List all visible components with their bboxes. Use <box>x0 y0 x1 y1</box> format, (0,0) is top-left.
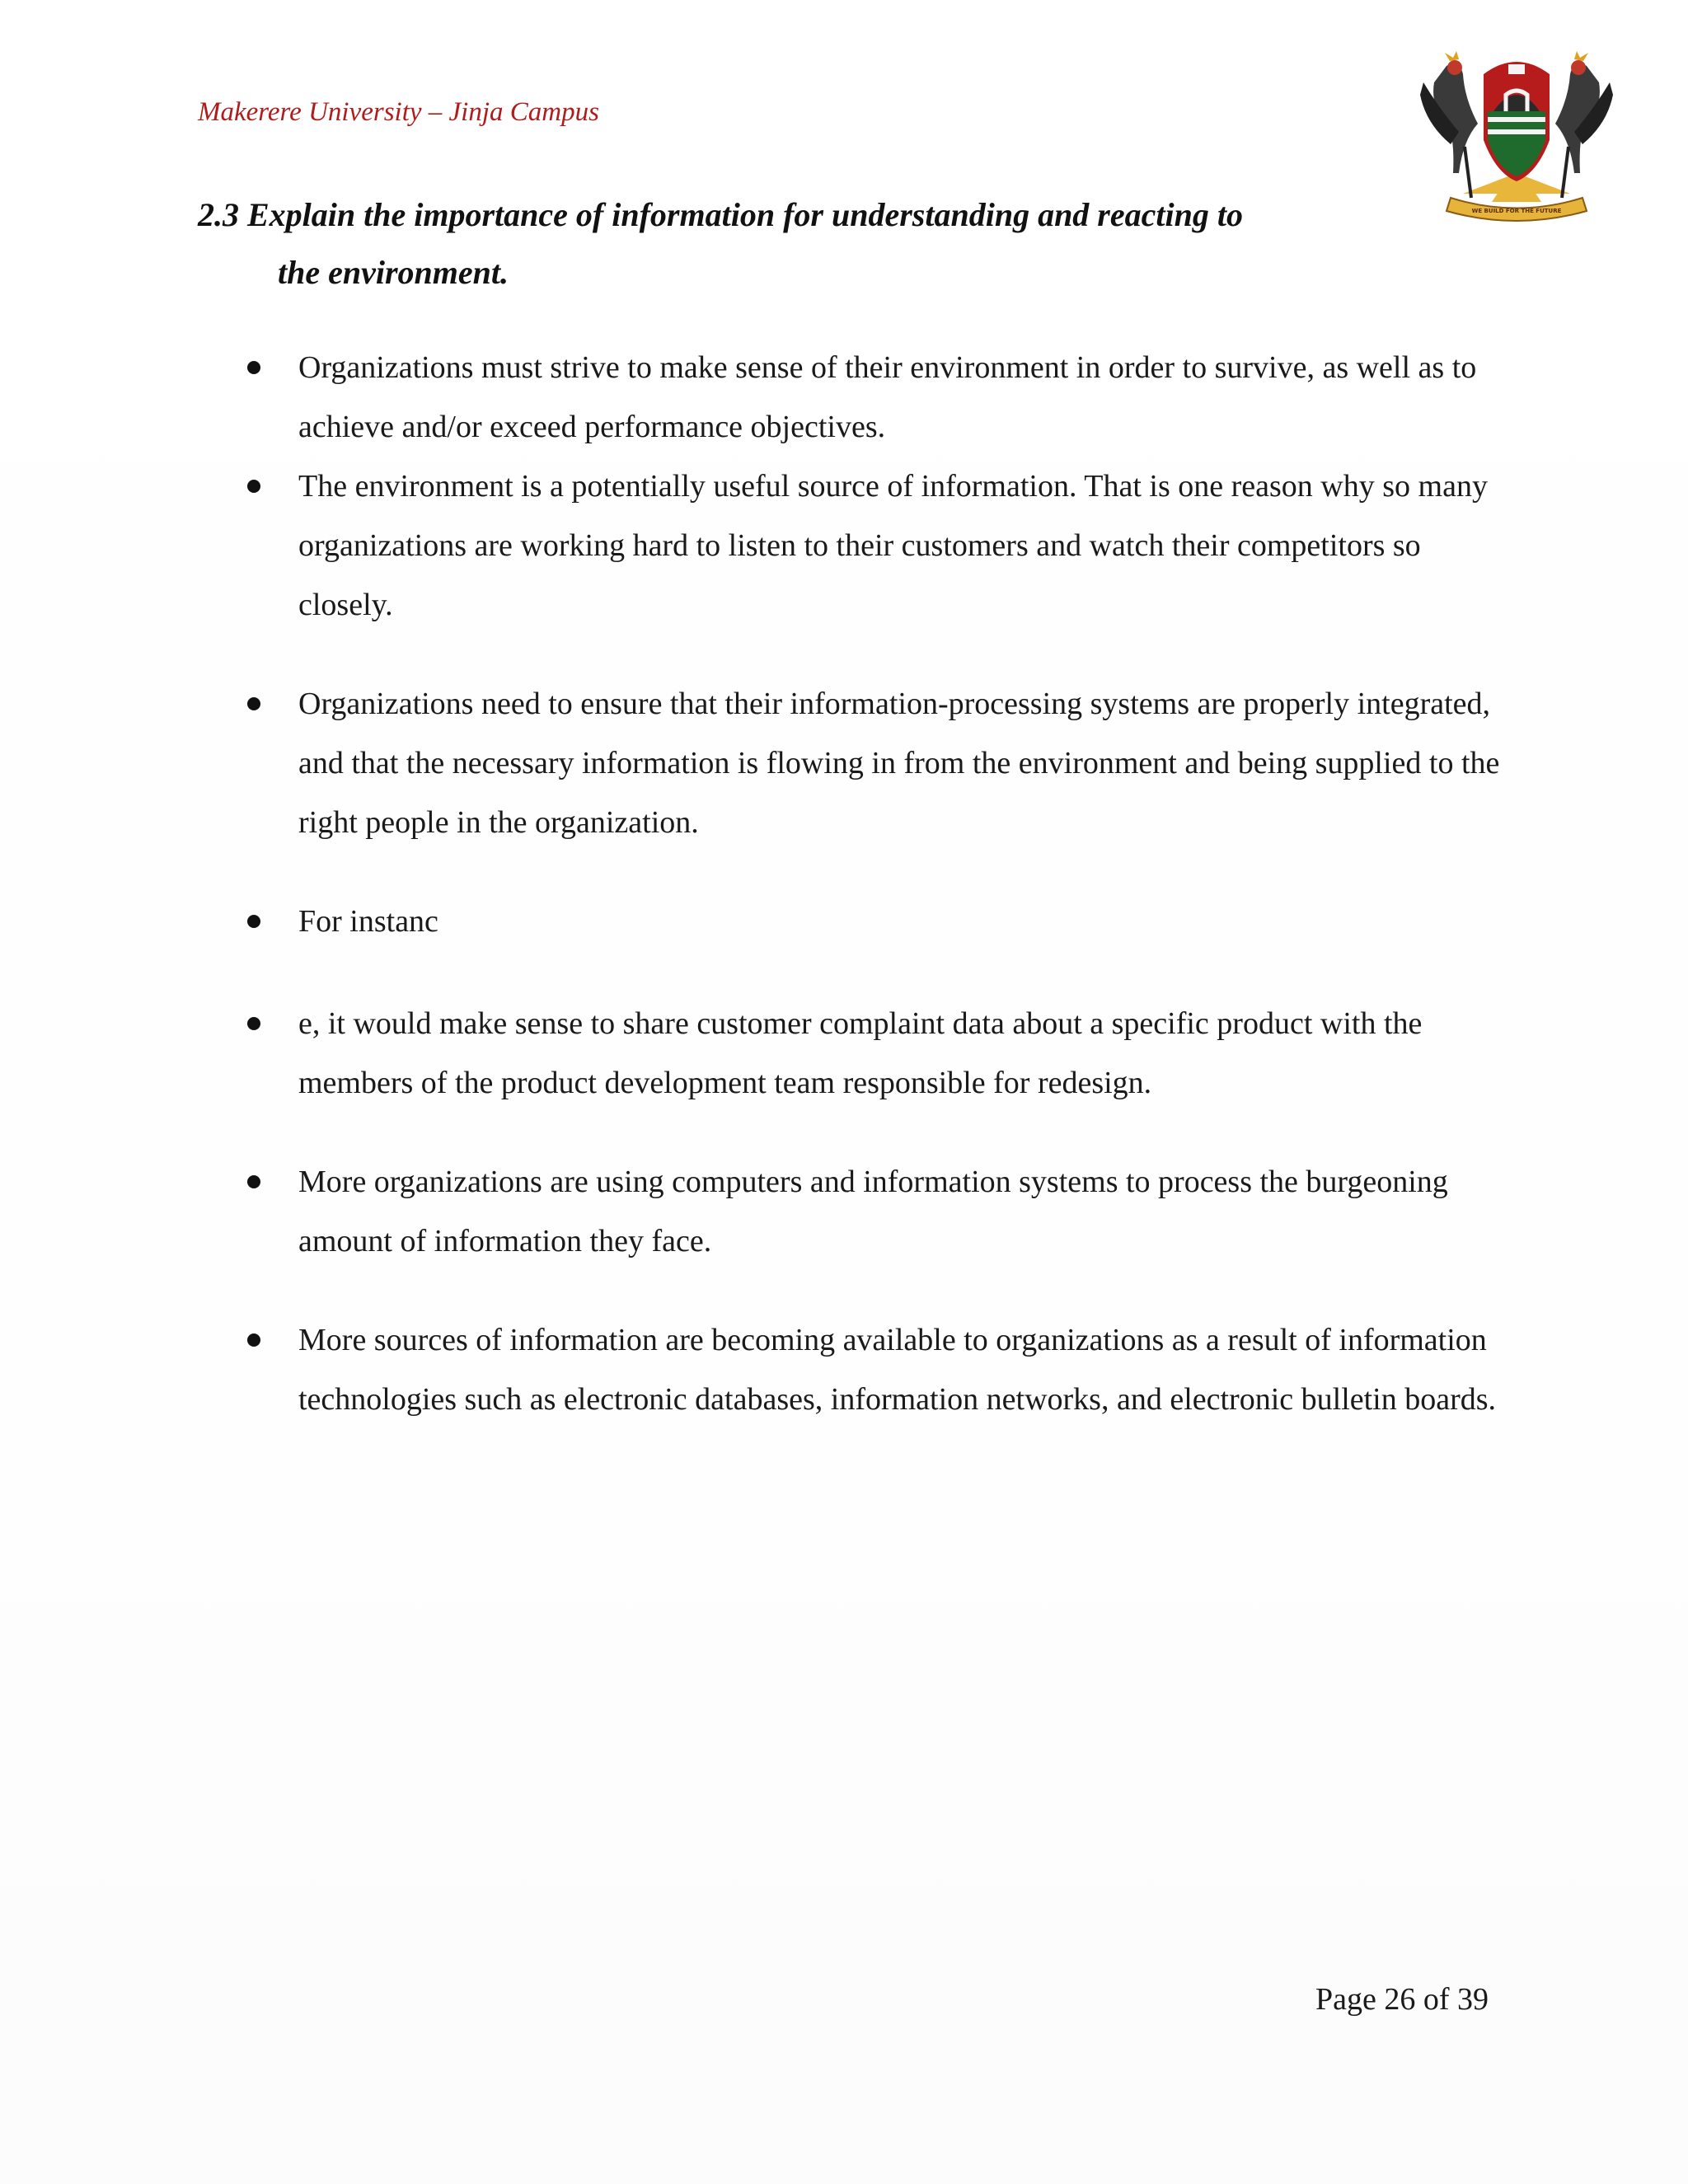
list-item <box>247 892 1500 951</box>
makerere-university-crest-icon <box>1414 49 1620 224</box>
list-item <box>247 457 1500 635</box>
right-crane-figure <box>1555 51 1613 198</box>
list-item-text: For instanc <box>298 904 438 939</box>
bullet-icon <box>247 697 260 710</box>
left-crane-figure <box>1420 51 1478 198</box>
list-item <box>247 994 1500 1113</box>
bullet-icon <box>247 915 260 928</box>
section-heading <box>198 186 1401 302</box>
list-item-text: The environment is a potentially useful source of information. That is one reason why so many organizations are working hard to listen to their customers and watch their competitors so closely. <box>298 469 1488 622</box>
bullet-icon <box>247 1017 260 1030</box>
bullet-icon <box>247 480 260 493</box>
list-item <box>247 338 1500 457</box>
section-heading-line2: the environment. <box>278 254 509 291</box>
list-item-text: e, it would make sense to share customer complaint data about a specific product with the members of the product development team responsible for redesign. <box>298 1006 1423 1100</box>
list-item-text: More organizations are using computers and information systems to process the burgeoning amount of information they face. <box>298 1165 1448 1258</box>
list-item-text: Organizations must strive to make sense of their environment in order to survive, as well as to achieve and/or exceed performance objectives. <box>298 350 1477 444</box>
bullet-list <box>247 338 1500 1429</box>
list-item <box>247 1310 1500 1429</box>
crest-motto-text: WE BUILD FOR THE FUTURE <box>1471 208 1562 214</box>
bullet-icon <box>247 1333 260 1347</box>
section-heading-line1: 2.3 Explain the importance of information for understanding and reacting to <box>198 196 1243 233</box>
list-item-text: More sources of information are becoming available to organizations as a result of information technologies such as electronic databases, information networks, and electronic bulletin boards. <box>298 1323 1497 1417</box>
running-header: Makerere University – Jinja Campus <box>198 97 599 127</box>
page-number: Page 26 of 39 <box>1315 1982 1489 2017</box>
bullet-icon <box>247 361 260 374</box>
list-item <box>247 1152 1500 1271</box>
list-item-text: Organizations need to ensure that their information-processing systems are properly integrated, and that the necessary information is flowing in from the environment and being supplied to the right people in the organization. <box>298 687 1500 840</box>
bullet-icon <box>247 1175 260 1188</box>
shield <box>1484 62 1550 181</box>
list-item <box>247 674 1500 852</box>
